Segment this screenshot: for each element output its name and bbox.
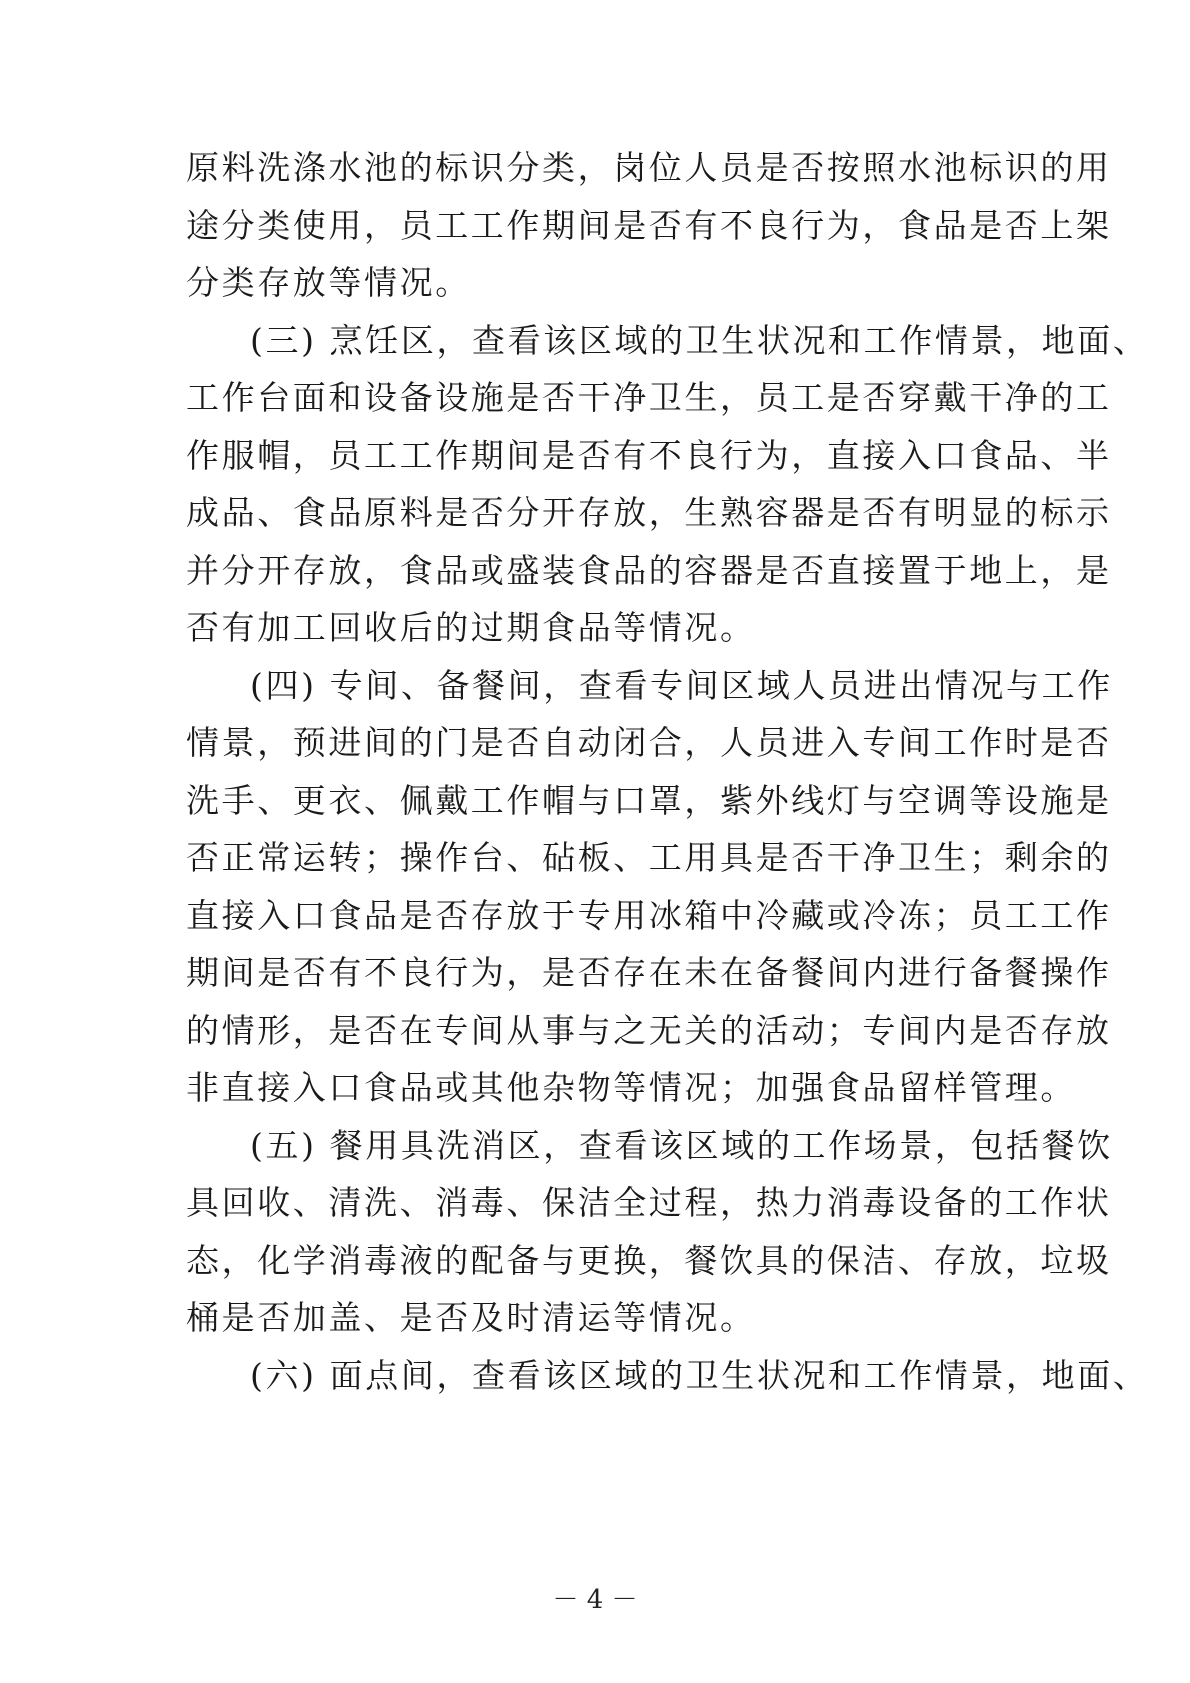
text-line: 否有加工回收后的过期食品等情况。 (186, 608, 756, 647)
text-line: 否正常运转；操作台、砧板、工用具是否干净卫生；剩余的 (186, 838, 1112, 877)
text-line: 成品、食品原料是否分开存放，生熟容器是否有明显的标示 (186, 493, 1112, 532)
text-line: 工作台面和设备设施是否干净卫生，员工是否穿戴干净的工 (186, 378, 1112, 417)
text-line: 的情形，是否在专间从事与之无关的活动；专间内是否存放 (186, 1011, 1112, 1050)
text-line: 直接入口食品是否存放于专用冰箱中冷藏或冷冻；员工工作 (186, 896, 1112, 935)
text-line: 具回收、清洗、消毒、保洁全过程，热力消毒设备的工作状 (186, 1183, 1112, 1222)
text-line: 分类存放等情况。 (186, 263, 471, 302)
page-number: － 4 － (552, 1585, 638, 1615)
text-line: 期间是否有不良行为，是否存在未在备餐间内进行备餐操作 (186, 953, 1112, 992)
text-line: 情景，预进间的门是否自动闭合，人员进入专间工作时是否 (186, 723, 1112, 762)
paragraph-heading-3: (三) 烹饪区，查看该区域的卫生状况和工作情景，地面、 (250, 321, 1149, 360)
text-line: 作服帽，员工工作期间是否有不良行为，直接入口食品、半 (186, 436, 1112, 475)
text-line: 非直接入口食品或其他杂物等情况；加强食品留样管理。 (186, 1068, 1076, 1107)
paragraph-heading-4: (四) 专间、备餐间，查看专间区域人员进出情况与工作 (250, 666, 1113, 705)
text-line: 桶是否加盖、是否及时清运等情况。 (186, 1298, 756, 1337)
text-line: 态，化学消毒液的配备与更换，餐饮具的保洁、存放，垃圾 (186, 1241, 1112, 1280)
text-line: 洗手、更衣、佩戴工作帽与口罩，紫外线灯与空调等设施是 (186, 781, 1112, 820)
text-line: 途分类使用，员工工作期间是否有不良行为，食品是否上架 (186, 206, 1112, 245)
paragraph-heading-6: (六) 面点间，查看该区域的卫生状况和工作情景，地面、 (250, 1356, 1149, 1395)
paragraph-heading-5: (五) 餐用具洗消区，查看该区域的工作场景，包括餐饮 (250, 1126, 1113, 1165)
text-line: 并分开存放，食品或盛装食品的容器是否直接置于地上，是 (186, 551, 1112, 590)
text-line: 原料洗涤水池的标识分类，岗位人员是否按照水池标识的用 (186, 148, 1112, 187)
